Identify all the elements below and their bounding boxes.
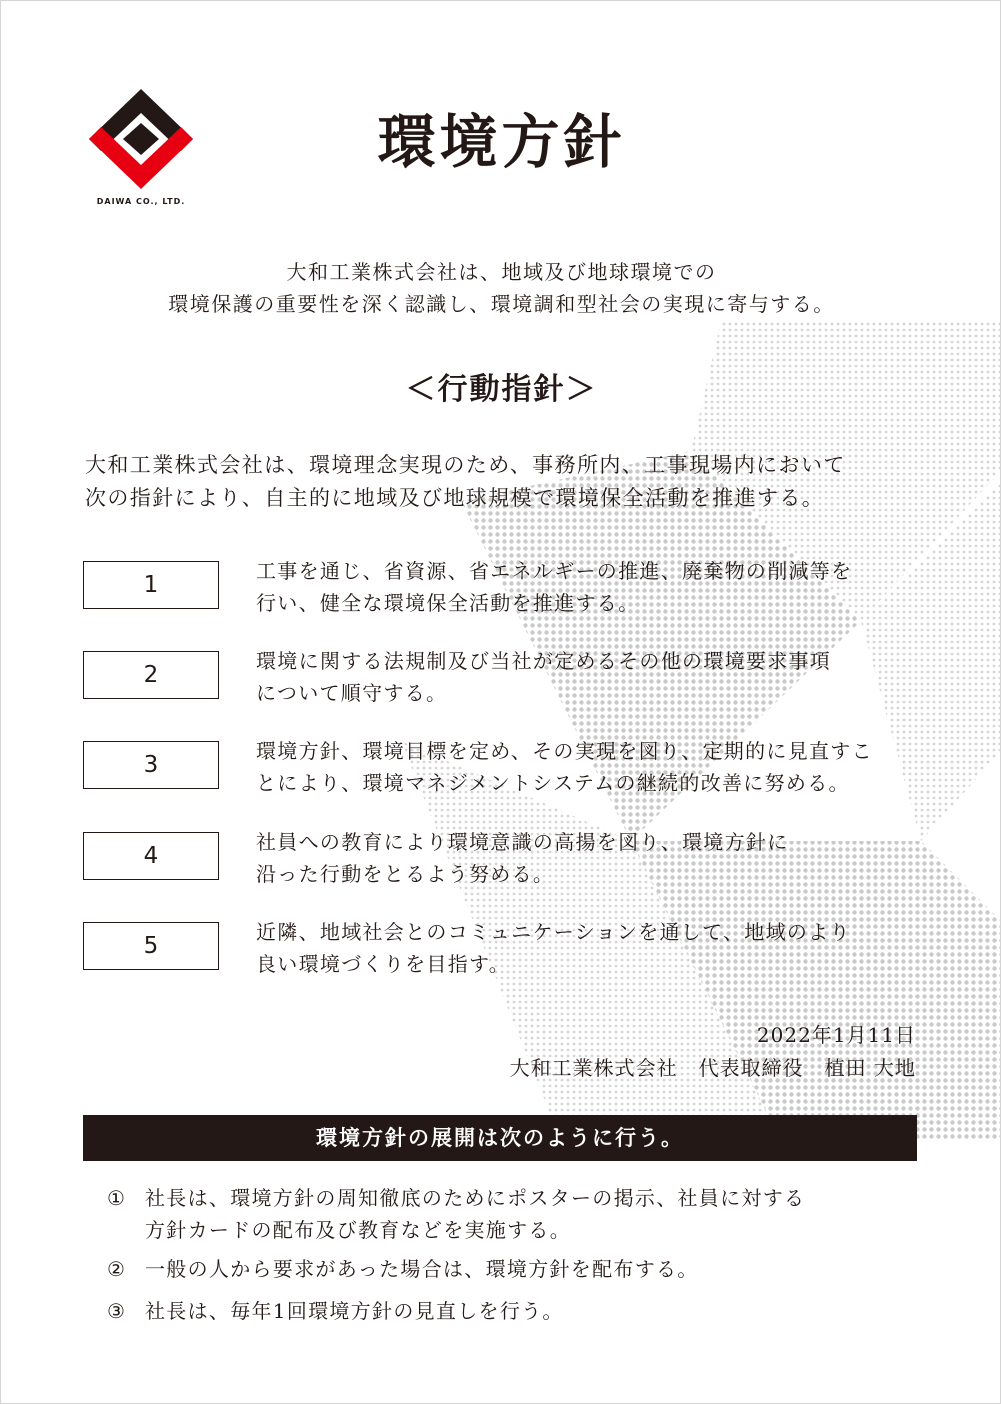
intro-line: 大和工業株式会社は、地域及び地球環境での	[286, 260, 717, 284]
guideline-line: 環境に関する法規制及び当社が定めるその他の環境要求事項	[256, 649, 832, 673]
guideline-number-box: 2	[83, 651, 219, 699]
guideline-text	[256, 645, 936, 709]
guideline-line: 近隣、地域社会とのコミュニケーションを通して、地域のより	[256, 920, 851, 944]
deployment-text	[145, 1182, 925, 1246]
guideline-line: 良い環境づくりを目指す。	[256, 952, 510, 976]
deployment-line: 社長は、毎年1回環境方針の見直しを行う。	[145, 1299, 564, 1323]
deployment-line: 社長は、環境方針の周知徹底のためにポスターの掲示、社員に対する	[145, 1186, 806, 1210]
page-title: 環境方針	[377, 108, 626, 176]
guideline-line: 環境方針、環境目標を定め、その実現を図り、定期的に見直すこ	[256, 739, 873, 763]
deployment-line: 一般の人から要求があった場合は、環境方針を配布する。	[145, 1257, 699, 1281]
signature-company: 大和工業株式会社 代表取締役 植田 大地	[509, 1056, 916, 1080]
signature-block	[510, 1019, 916, 1085]
guideline-text	[256, 735, 936, 799]
guideline-line: とにより、環境マネジメントシステムの継続的改善に努める。	[256, 771, 850, 795]
guideline-line: 行い、健全な環境保全活動を推進する。	[256, 591, 640, 615]
guideline-number-box: 1	[83, 561, 219, 609]
intro-line: 環境保護の重要性を深く認識し、環境調和型社会の実現に寄与する。	[168, 292, 835, 316]
guideline-line: 社員への教育により環境意識の高揚を図り、環境方針に	[256, 830, 789, 854]
signature-date: 2022年1月11日	[756, 1023, 916, 1047]
guideline-item	[83, 645, 923, 705]
guideline-text	[256, 826, 936, 890]
deployment-marker: ①	[107, 1186, 127, 1210]
deployment-marker: ③	[107, 1299, 127, 1323]
lead-line: 次の指針により、自主的に地域及び地球規模で環境保全活動を推進する。	[85, 486, 825, 510]
guideline-line: について順守する。	[256, 681, 448, 705]
guideline-item	[83, 735, 923, 795]
guidelines-lead	[85, 449, 925, 515]
lead-line: 大和工業株式会社は、環境理念実現のため、事務所内、工事現場内において	[85, 453, 846, 477]
deployment-text	[145, 1295, 925, 1327]
logo-caption: DAIWA CO., LTD.	[96, 197, 186, 206]
guideline-number-box: 5	[83, 922, 219, 970]
deployment-marker: ②	[107, 1257, 127, 1281]
halftone-background-icon	[361, 321, 1001, 1141]
guideline-item	[83, 826, 923, 886]
guideline-item	[83, 555, 923, 615]
guideline-line: 工事を通じ、省資源、省エネルギーの推進、廃棄物の削減等を	[256, 559, 853, 583]
guideline-number-box: 4	[83, 832, 219, 880]
intro-statement	[1, 256, 1001, 320]
guideline-text	[256, 555, 936, 619]
guideline-item	[83, 916, 923, 976]
deployment-heading-bar: 環境方針の展開は次のように行う。	[83, 1115, 917, 1161]
guideline-text	[256, 916, 936, 980]
deployment-text	[145, 1253, 925, 1285]
guideline-number-box: 3	[83, 741, 219, 789]
guideline-line: 沿った行動をとるよう努める。	[256, 862, 555, 886]
deployment-line: 方針カードの配布及び教育などを実施する。	[145, 1218, 571, 1242]
section-heading-guidelines: ＜行動指針＞	[405, 372, 598, 407]
